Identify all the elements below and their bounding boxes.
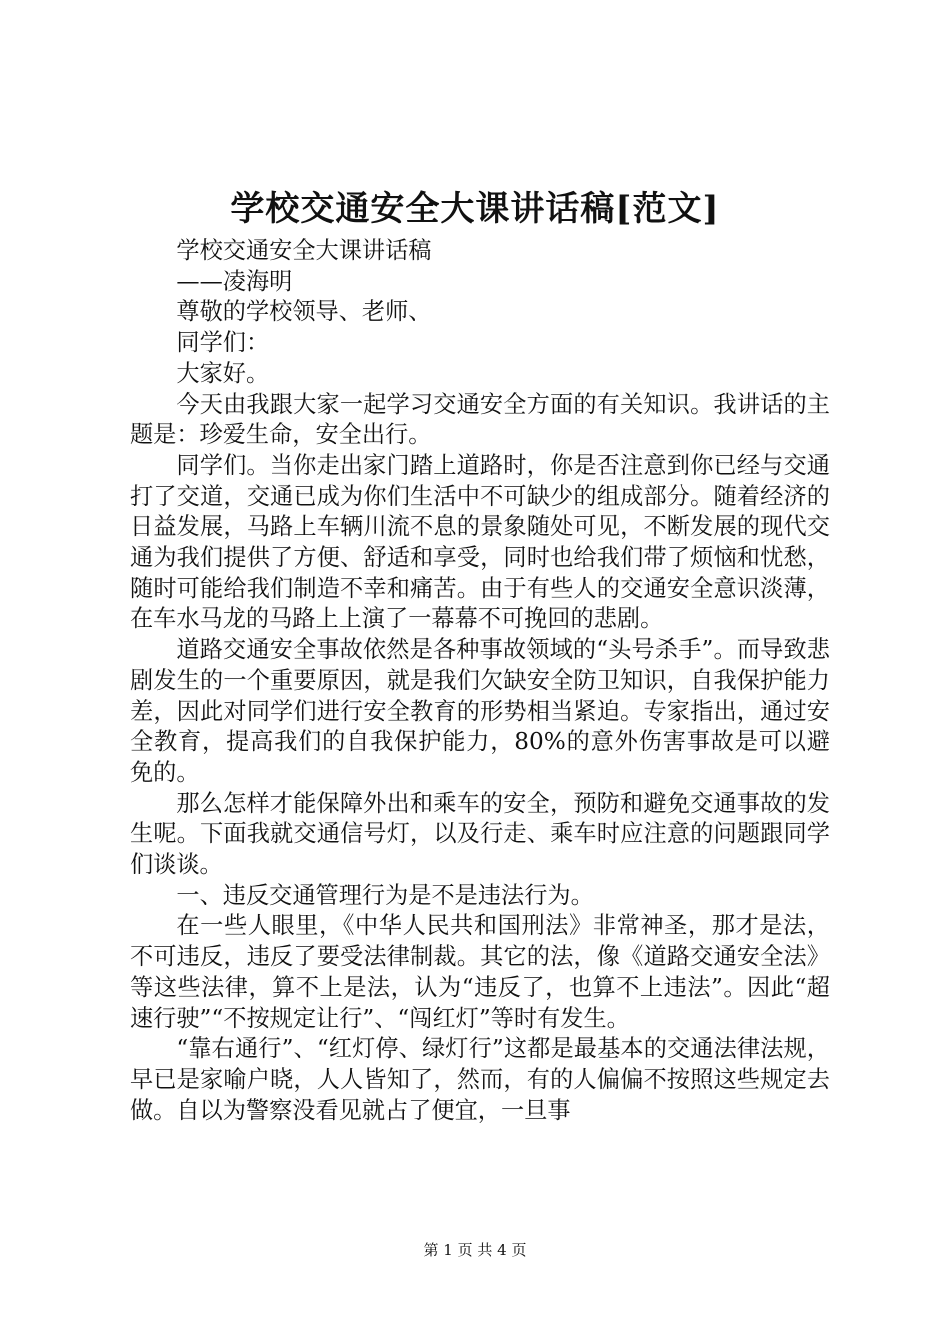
page-title: 学校交通安全大课讲话稿[范文] <box>230 189 720 229</box>
paragraph: ——凌海明 <box>176 267 293 295</box>
paragraph: 在一些人眼里，《中华人民共和国刑法》非常神圣，那才是法，不可违反，违反了要受法律制裁。其它的法，像《道路交通安全法》等这些法律，算不上是法，认为“违反了，也算不上违法”。因此“超速行驶”“不按规定让行”、“闯红灯”等时有发生。 <box>130 912 830 1032</box>
paragraph: “靠右通行”、“红灯停、绿灯行”这都是最基本的交通法律法规，早已是家喻户晓，人人皆知了，然而，有的人偏偏不按照这些规定去做。自以为警察没看见就占了便宜，一旦事 <box>130 1035 830 1124</box>
paragraph: 同学们。当你走出家门踏上道路时，你是否注意到你已经与交通打了交道，交通已成为你们生活中不可缺少的组成部分。随着经济的日益发展，马路上车辆川流不息的景象随处可见，不断发展的现代交通为我们提供了方便、舒适和享受，同时也给我们带了烦恼和忧愁，随时可能给我们制造不幸和痛苦。由于有些人的交通安全意识淡薄，在车水马龙的马路上上演了一幕幕不可挽回的悲剧。 <box>130 451 830 633</box>
paragraph: 同学们： <box>176 329 270 357</box>
document-body <box>130 236 830 1126</box>
paragraph: 道路交通安全事故依然是各种事故领域的“头号杀手”。而导致悲剧发生的一个重要原因，就是我们欠缺安全防卫知识，自我保护能力差，因此对同学们进行安全教育的形势相当紧迫。专家指出，通过安全教育，提高我们的自我保护能力，80%的意外伤害事故是可以避免的。 <box>130 636 830 786</box>
page-footer: 第 1 页 共 4 页 <box>423 1241 527 1259</box>
paragraph: 那么怎样才能保障外出和乘车的安全，预防和避免交通事故的发生呢。下面我就交通信号灯，以及行走、乘车时应注意的问题跟同学们谈谈。 <box>130 789 830 879</box>
paragraph: 尊敬的学校领导、老师、 <box>176 298 432 326</box>
paragraph: 一、违反交通管理行为是不是违法行为。 <box>176 881 594 909</box>
paragraph: 今天由我跟大家一起学习交通安全方面的有关知识。我讲话的主题是：珍爱生命，安全出行。 <box>130 390 830 449</box>
paragraph: 大家好。 <box>176 359 270 387</box>
paragraph: 学校交通安全大课讲话稿 <box>176 237 432 264</box>
